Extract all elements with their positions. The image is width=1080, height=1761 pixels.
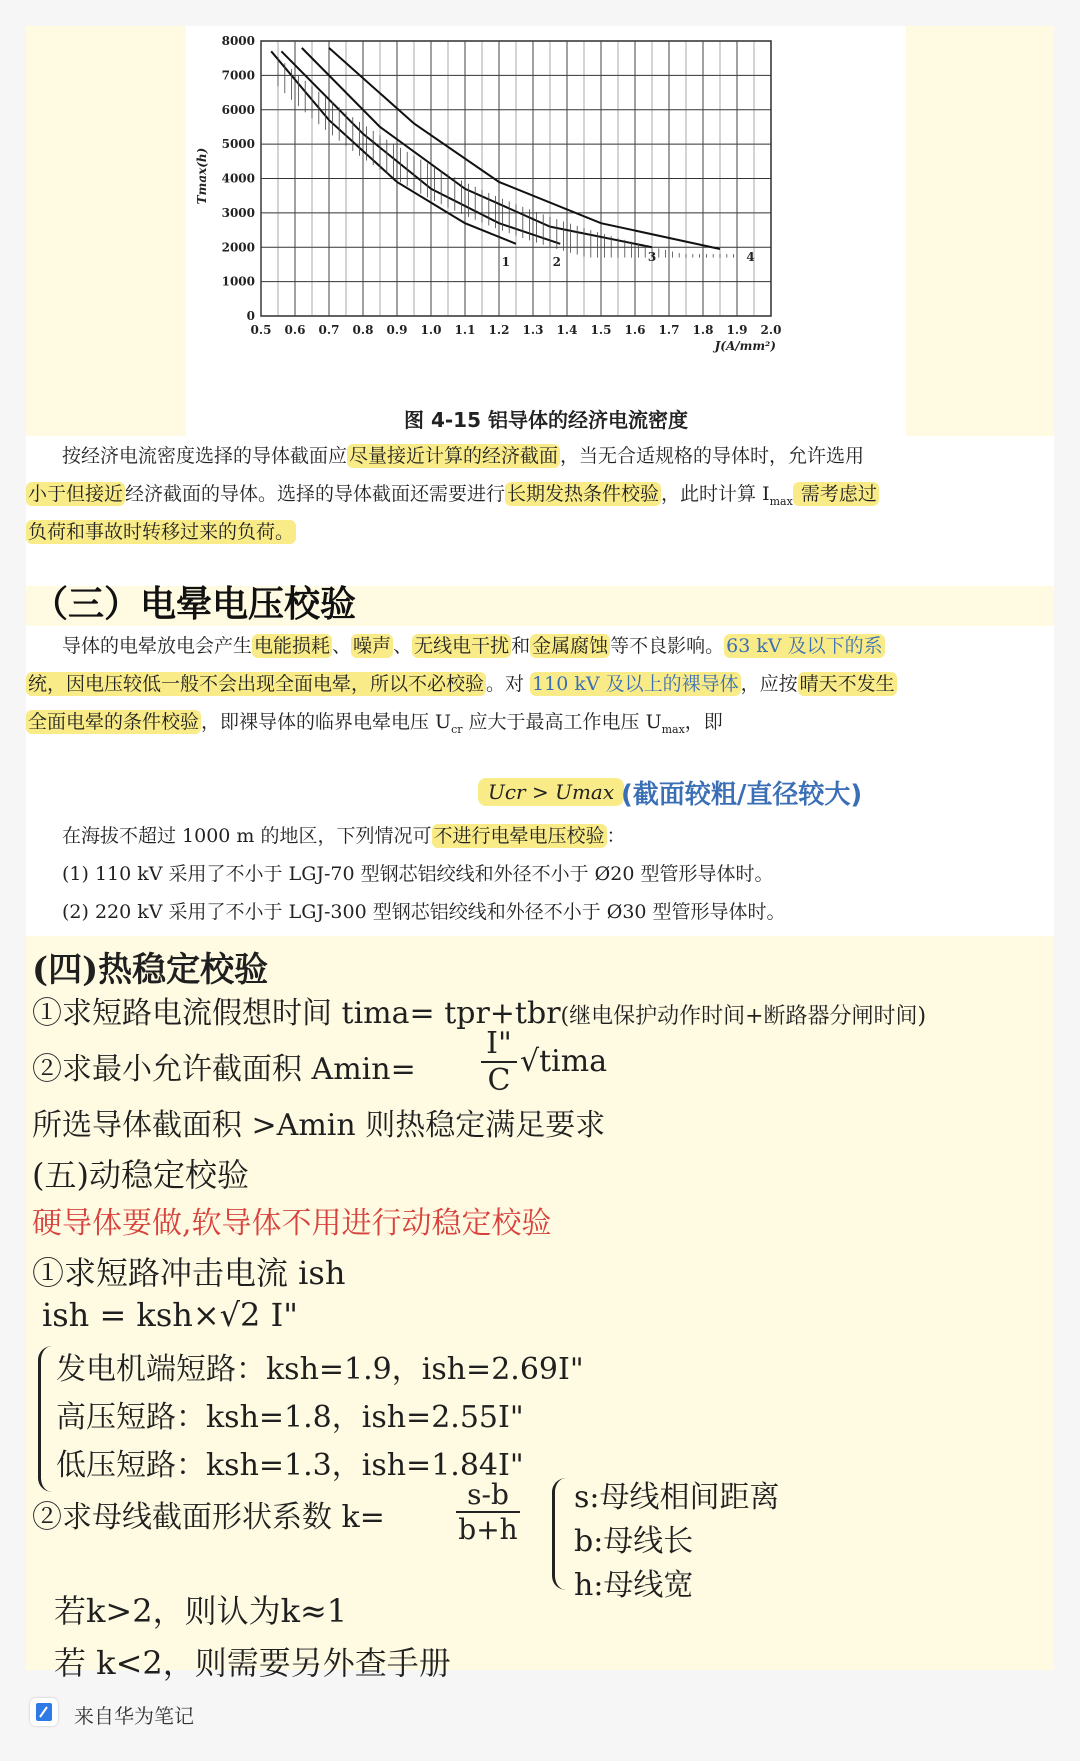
s3-line3: 全面电晕的条件校验 ，即裸导体的临界电晕电压 $U_{cr}$ 应大于最高工作电压 $U_{max}$，即 <box>28 711 723 736</box>
s5-ish-formula: ish = ksh×√2 I" <box>42 1296 298 1334</box>
s3-line2: 统，因电压较低一般不会出现全面电晕，所以不必校验 。对 110 kV 及以上的裸导体 ，应按 晴天不发生 <box>28 673 895 695</box>
s4-fraction <box>481 1026 517 1098</box>
y-tick-label: 2000 <box>221 240 255 255</box>
x-axis-label: J(A/mm²) <box>714 339 776 353</box>
para1-line3: 负荷和事故时转移过来的负荷。 <box>28 521 295 543</box>
x-tick-label: 1.0 <box>420 323 442 337</box>
paragraph-economic-section <box>26 436 1054 586</box>
section5-title: (五)动稳定校验 <box>32 1156 249 1194</box>
para1-line1: 按经济电流密度选择的导体截面应 尽量接近计算的经济截面 ，当无合适规格的导体时，允许选用 <box>62 445 865 467</box>
x-tick-label: 1.4 <box>556 323 578 337</box>
economic-current-density-chart <box>186 26 906 406</box>
y-tick-label: 6000 <box>221 102 255 117</box>
x-tick-label: 1.8 <box>692 323 714 337</box>
s4-step2: ②求最小允许截面积 Amin= <box>32 1052 416 1087</box>
section4-title: (四)热稳定校验 <box>32 950 269 990</box>
note-page <box>26 26 1054 1682</box>
s5-frac-bottom: b+h <box>456 1511 520 1546</box>
x-tick-label: 1.9 <box>726 323 748 337</box>
x-tick-label: 0.9 <box>386 323 408 337</box>
footer <box>0 1690 1080 1740</box>
section3-title: （三）电晕电压校验 <box>32 583 357 625</box>
y-tick-label: 1000 <box>221 274 255 289</box>
s4-step1: ①求短路电流假想时间 tima= tpr+tbr(继电保护动作时间+断路器分闸时间) <box>32 996 927 1031</box>
figure-image <box>186 26 906 436</box>
x-tick-label: 1.1 <box>454 323 476 337</box>
s3-line1: 导体的电晕放电会产生 电能损耗 、 噪声 、 无线电干扰 和 金属腐蚀 等不良影响。 63 kV 及以下的系 <box>62 635 883 657</box>
x-tick-label: 0.7 <box>318 323 340 337</box>
y-tick-label: 4000 <box>221 171 255 186</box>
s5-frac-top: s-b <box>467 1478 509 1511</box>
s5-brace-right <box>552 1478 567 1590</box>
huawei-notes-icon <box>30 1698 58 1726</box>
section3-body <box>26 626 1054 936</box>
figure-area <box>26 26 1054 436</box>
s5-def-h: h:母线宽 <box>574 1568 694 1603</box>
curve-2 <box>281 51 560 244</box>
x-tick-label: 0.6 <box>284 323 306 337</box>
s5-step1: ①求短路冲击电流 ish <box>32 1254 346 1292</box>
curve-label: 3 <box>647 250 657 264</box>
x-tick-label: 1.2 <box>488 323 510 337</box>
curve-label: 1 <box>501 255 510 270</box>
curve-3 <box>302 48 652 247</box>
y-tick-label: 7000 <box>221 68 255 83</box>
x-tick-label: 1.6 <box>624 323 646 337</box>
x-tick-label: 1.5 <box>590 323 612 337</box>
y-tick-label: 8000 <box>221 34 255 48</box>
x-tick-label: 2.0 <box>760 323 782 337</box>
s3-line4: 在海拔不超过 1000 m 的地区，下列情况可 不进行电晕电压校验 ： <box>62 825 626 847</box>
x-tick-label: 1.7 <box>658 323 680 337</box>
footer-source-text: 来自华为笔记 <box>74 1704 194 1728</box>
s3-item1: (1) 110 kV 采用了不小于 LGJ-70 型钢芯铝绞线和外径不小于 Ø20 型管形导体时。 <box>62 863 774 885</box>
y-tick-label: 0 <box>246 309 255 323</box>
s5-fraction <box>456 1478 520 1546</box>
s4-frac-top: I" <box>486 1026 512 1061</box>
y-tick-label: 3000 <box>221 205 255 220</box>
s5-def-b: b:母线长 <box>574 1524 694 1559</box>
curve-label: 4 <box>746 250 755 264</box>
x-tick-label: 0.8 <box>352 323 374 337</box>
x-tick-label: 1.3 <box>522 323 544 337</box>
y-tick-label: 5000 <box>221 137 255 152</box>
s4-step3: 所选导体截面积 >Amin 则热稳定满足要求 <box>32 1108 606 1143</box>
s3-item2: (2) 220 kV 采用了不小于 LGJ-300 型钢芯铝绞线和外径不小于 Ø30 型管形导体时。 <box>62 901 786 923</box>
s4-sqrt: √tima <box>520 1044 608 1079</box>
corona-formula: Ucr > Umax <box>478 778 624 806</box>
s5-rule2: 若 k<2，则需要另外查手册 <box>54 1644 451 1682</box>
s5-case3: 低压短路：ksh=1.3，ish=1.84I" <box>56 1448 524 1483</box>
x-tick-label: 0.5 <box>250 323 272 337</box>
s5-case2: 高压短路：ksh=1.8，ish=2.55I" <box>56 1400 524 1435</box>
figure-caption: 图 4-15 铝导体的经济电流密度 <box>404 408 688 432</box>
s5-def-s: s:母线相间距离 <box>574 1480 780 1515</box>
curve-label: 2 <box>552 255 561 270</box>
s5-brace-left <box>38 1346 55 1492</box>
s4-frac-bottom: C <box>481 1061 517 1098</box>
para1-line2: 小于但接近 经济截面的导体。选择的导体截面还需要进行 长期发热条件校验 ，此时计算 $I_{max}$ 需考虑过 <box>28 483 877 508</box>
y-axis-label: Tmax(h) <box>195 147 209 205</box>
handwritten-note-blue: (截面较粗/直径较大) <box>621 780 863 810</box>
s5-step2: ②求母线截面形状系数 k= <box>32 1500 385 1535</box>
curve-4 <box>329 48 720 249</box>
s5-red-note: 硬导体要做,软导体不用进行动稳定校验 <box>32 1206 552 1241</box>
s5-rule1: 若k>2，则认为k≈1 <box>54 1592 348 1630</box>
s5-case1: 发电机端短路：ksh=1.9，ish=2.69I" <box>56 1352 584 1387</box>
